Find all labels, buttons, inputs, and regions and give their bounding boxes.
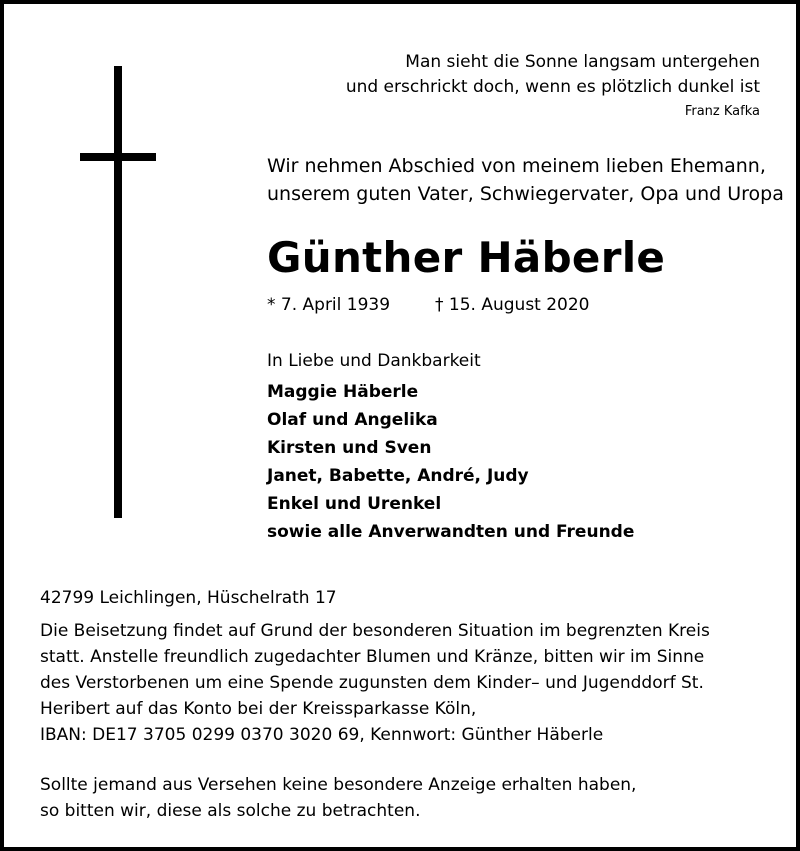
- notice-line: Heribert auf das Konto bei der Kreissparkasse Köln,: [40, 699, 477, 719]
- life-dates: [267, 293, 590, 317]
- death-date: † 15. August 2020: [435, 295, 590, 315]
- funeral-notice: [40, 618, 710, 748]
- mourner-name: Maggie Häberle: [267, 382, 419, 402]
- notice-line: des Verstorbenen um eine Spende zugunsten dem Kinder– und Jugenddorf St.: [40, 673, 704, 693]
- mourner-name: sowie alle Anverwandten und Freunde: [267, 522, 635, 542]
- mourner-name: Olaf und Angelika: [267, 410, 438, 430]
- intro-line: unserem guten Vater, Schwiegervater, Opa und Uropa: [267, 183, 784, 205]
- mourning-address: 42799 Leichlingen, Hüschelrath 17: [40, 588, 337, 608]
- mourners-list: [267, 378, 634, 546]
- mourner-name: Kirsten und Sven: [267, 438, 432, 458]
- intro-line: Wir nehmen Abschied von meinem lieben Ehemann,: [267, 155, 766, 177]
- mourners-heading: In Liebe und Dankbarkeit: [267, 351, 481, 371]
- notice-line: Die Beisetzung findet auf Grund der besonderen Situation im begrenzten Kreis: [40, 621, 710, 641]
- closing-line: so bitten wir, diese als solche zu betrachten.: [40, 801, 421, 821]
- birth-date: * 7. April 1939: [267, 295, 391, 315]
- mourner-name: Enkel und Urenkel: [267, 494, 442, 514]
- notice-line: IBAN: DE17 3705 0299 0370 3020 69, Kennwort: Günther Häberle: [40, 725, 604, 745]
- cross-icon-crossbar: [80, 153, 156, 161]
- quote-line: Man sieht die Sonne langsam untergehen: [405, 52, 760, 72]
- cross-icon: [114, 66, 122, 518]
- quote-author: Franz Kafka: [684, 104, 760, 119]
- deceased-name: Günther Häberle: [267, 233, 666, 282]
- quote-line: und erschrickt doch, wenn es plötzlich dunkel ist: [345, 77, 760, 97]
- mourner-name: Janet, Babette, André, Judy: [267, 466, 529, 486]
- closing-line: Sollte jemand aus Versehen keine besondere Anzeige erhalten haben,: [40, 775, 637, 795]
- epigraph-quote: [346, 50, 760, 124]
- farewell-intro: [267, 152, 784, 208]
- notice-line: statt. Anstelle freundlich zugedachter Blumen und Kränze, bitten wir im Sinne: [40, 647, 705, 667]
- closing-note: [40, 772, 636, 824]
